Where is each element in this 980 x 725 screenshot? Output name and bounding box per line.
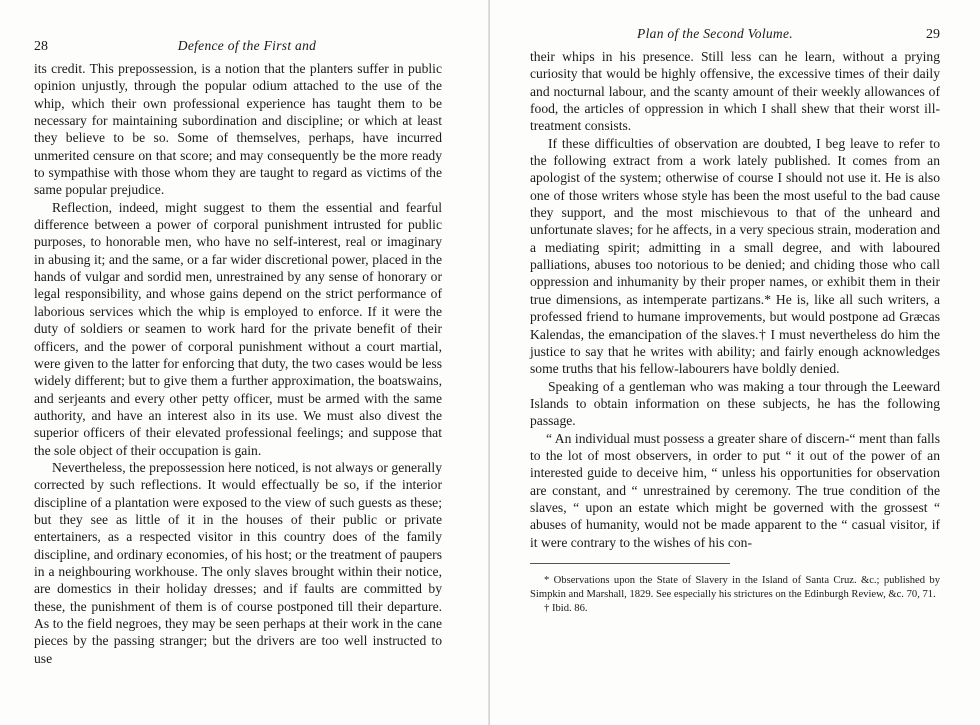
left-page-number: 28 bbox=[34, 39, 48, 54]
left-running-head bbox=[34, 38, 442, 60]
right-paragraph-2: If these difficulties of observation are doubted, I beg leave to refer to the following extract from a work lately published. It comes from an apologist of the system; otherwise of course I should not use it. He is also one of those writers whose style has been the most useful to the bad cause they support, and the most mischievous to that of the unheard and unfortunate slaves; for he affects, in a very specious strain, moderation and a mediating spirit; admitting in a small degree, and with laboured palliations, abuses too notorious to be denied; and chiding those who call oppression and inhumanity by their proper names, or exhibit them in their true dimensions, as intemperate partizans.* He is, like all such writers, a professed friend to humane improvements, but would postpone ad Græcas Kalendas, the emancipation of the slaves.† I must nevertheless do him the justice to say that he writes with ability; and fairly enough acknowledges some truths that his fellow-labourers have boldly denied. bbox=[530, 135, 940, 377]
left-body-text bbox=[34, 60, 442, 667]
left-paragraph-2: Reflection, indeed, might suggest to them the essential and fearful difference between a power of corporal punishment intrusted for public purposes, to honorable men, who have no self-interest, real or imaginary in abusing it; and the same, or a far wider discretional power, placed in the hands of vulgar and sordid men, unrestrained by any sense of honorary or legal responsibility, and whose gains depend on the strict performance of laborious services which the whip is employed to enforce. If it were the duty of soldiers or seamen to work hard for the private benefit of their officers, and the power of corporal punishment without a court martial, were given to the latter for enforcing that duty, the two cases would be less widely different; but to give them a further approximation, the boatswains, and serjeants and every other petty officer, must be armed with the same authority, and have an interest also in its use. We must also divest the superior officers of their elevated professional feelings; and suppose that the sole object of their occupation is gain. bbox=[34, 199, 442, 458]
footnote-1: * Observations upon the State of Slavery in the Island of Santa Cruz. &c.; published by Simpkin and Marshall, 1829. See especially his strictures on the Edinburgh Review, &c. 70, 71. bbox=[530, 574, 940, 600]
right-paragraph-3: Speaking of a gentleman who was making a tour through the Leeward Islands to obtain information on these subjects, he has the following passage. bbox=[530, 378, 940, 429]
footnote-rule bbox=[530, 563, 730, 564]
right-page bbox=[490, 0, 980, 725]
left-running-title: Defence of the First and bbox=[177, 38, 317, 53]
right-paragraph-1: their whips in his presence. Still less can he learn, without a prying curiosity that would be highly offensive, the excessive times of their daily and nocturnal labour, and the scanty amount of their weekly allowances of food, the articles of oppression in which I shall shew that their worst ill-treatment consists. bbox=[530, 49, 940, 134]
footnotes bbox=[530, 574, 940, 616]
left-paragraph-1: its credit. This prepossession, is a notion that the planters suffer in public opinion unjustly, through the popular odium attached to the use of the whip, which their own professional experience has taught them to be necessary for maintaining subordination and discipline; or which at least they believe to be so. Some of themselves, perhaps, have incurred unmerited censure on that score; and may consequently be the more ready to sympathise with those whom they are taught to regard as victims of the same popular prejudice. bbox=[34, 61, 442, 198]
right-page-number: 29 bbox=[926, 27, 940, 42]
footnote-2: † Ibid. 86. bbox=[544, 602, 588, 614]
right-quotation: “ An individual must possess a greater share of discern-“ ment than falls to the lot of most observers, in order to put “ it out of the power of an interested guide to deceive him, “ unless his opportunities for observation are constant, and “ unrestrained by ceremony. The true condition of the slaves, “ upon an estate which might be governed with the grossest “ abuses of humanity, would not be made apparent to the “ casual visitor, if it were contrary to the wishes of his con- bbox=[530, 430, 940, 550]
left-paragraph-3: Nevertheless, the prepossession here noticed, is not always or generally corrected by such reflections. It would effectually be so, if the interior discipline of a plantation were exposed to the view of such guests as these; but they see as little of it in the houses of their public or private entertainers, as a respected visitor in this country does of the family discipline, and ordinary economies, of his host; or the treatment of paupers in a neighbouring workhouse. The only slaves brought within their notice, are domestics in their holiday dresses; and if faults are committed by these, the punishment of them is of course postponed till their departure. As to the field negroes, they may be seen perhaps at their work in the cane pieces by the passing stranger; but the drivers are too well instructed to use bbox=[34, 459, 442, 666]
right-running-head bbox=[530, 26, 940, 48]
right-body-text bbox=[530, 48, 940, 551]
right-running-title: Plan of the Second Volume. bbox=[637, 26, 793, 41]
